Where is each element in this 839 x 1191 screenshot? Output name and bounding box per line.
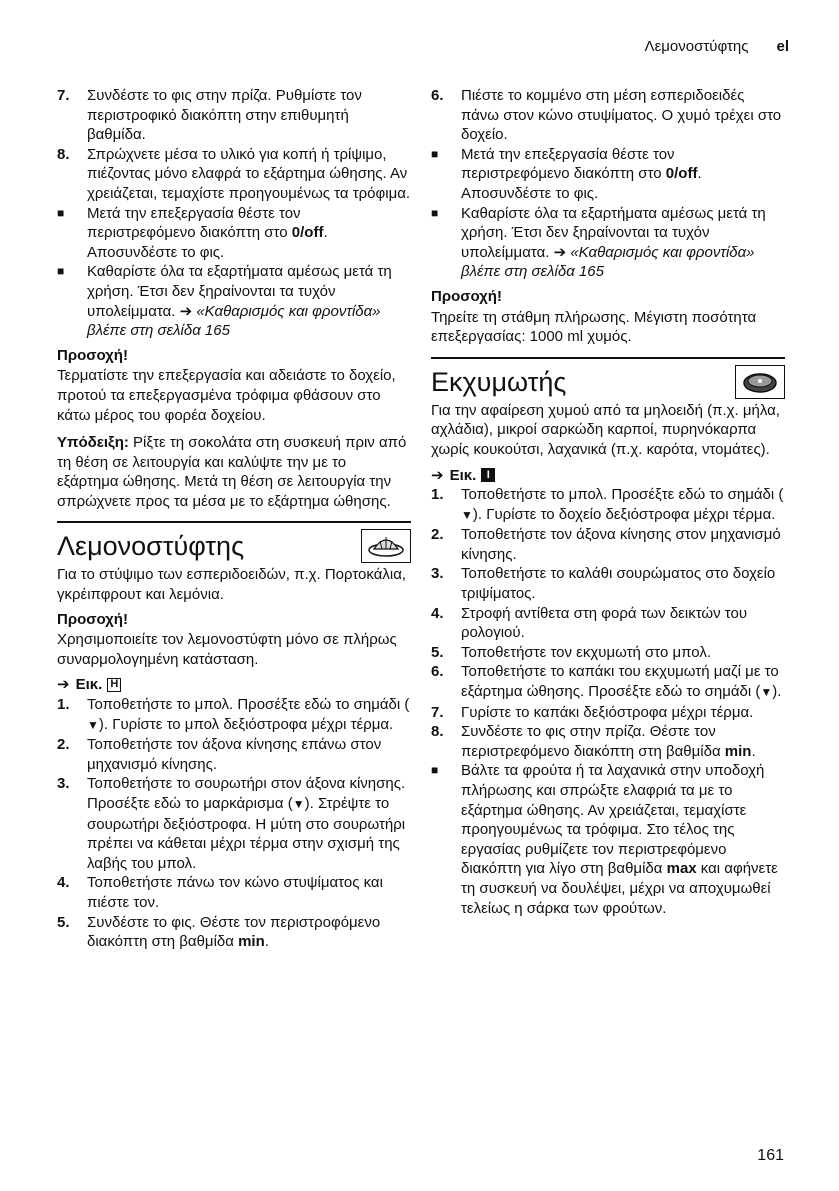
step-text: . [264,933,269,951]
step-number: 4. [431,604,444,622]
step-text: ). Γυρίστε το μπολ δεξιόστροφα μέχρι τέρμα. [98,715,394,733]
step-text: ). Στρέψτε το σουρωτήρι δεξιόστροφα. Η μύτη στο σουρωτήρι πρέπει να κάθεται μέχρι τέρμα στην σχισμή της λαβής του μπολ. [87,795,406,872]
bullet-text: και αφήνετε τη συσκευή να δουλέψει, μέχρι να αποχυμωθεί τελείως η σάρκα των φρούτων. [461,860,778,917]
bullet-text: Καθαρίστε όλα τα εξαρτήματα αμέσως μετά τη χρήση. Έτσι δεν ξηραίνονται τα τυχόν υπολείμματα. [87,263,392,320]
citrus-press-icon [361,529,411,563]
bullet-text: Μετά την επεξεργασία θέστε τον περιστρεφόμενο διακόπτη στο [461,145,675,183]
bullet-text: Καθαρίστε όλα τα εξαρτήματα αμέσως μετά τη χρήση. Έτσι δεν ξηραίνονται τα τυχόν υπολείμματα. [461,204,766,261]
step-item [431,662,785,702]
step-number: 1. [57,696,70,714]
speed-setting: min [724,742,752,760]
step-text: Γυρίστε το καπάκι δεξιόστροφα μέχρι τέρμα. [461,703,754,721]
attention-heading: Προσοχή! [57,346,128,364]
attention-heading: Προσοχή! [57,610,128,628]
step-item [431,525,785,564]
attention-heading: Προσοχή! [431,287,502,305]
section-juicer [431,357,785,918]
page-header [645,38,789,55]
bullet-item [57,262,411,340]
square-bullet-icon: ■ [57,205,65,220]
step-number: 6. [431,87,444,104]
step-number: 8. [431,723,444,741]
alignment-mark-icon: ▼ [760,685,773,700]
step-item [431,564,785,603]
step-item [431,643,785,663]
step-text: Στροφή αντίθετα στη φορά των δεικτών του ρολογιού. [461,604,748,642]
switch-position: 0/off [665,165,698,183]
step-text: Τοποθετήστε το καπάκι του εκχυμωτή μαζί με το εξάρτημα ώθησης. Προσέξτε εδώ το σημάδι ( [461,663,779,701]
right-column [431,86,785,918]
tip-paragraph [57,433,411,511]
step-text: ). [772,683,782,701]
tip-text: Ρίξτε τη σοκολάτα στη συσκευή πριν από τη θέση σε λειτουργία και καλύψτε την με το εξάρτημα ώθησης. Μετά τη θέση σε λειτουργία την σπρώχνετε προς τα μέσα με το εξάρτημα ώθησης. [57,434,407,510]
figure-id: I [481,468,495,482]
bullet-text: . Αποσυνδέστε το φις. [87,224,328,261]
step-item [57,873,411,912]
bullet-text: Μετά την επεξεργασία θέστε τον περιστρεφόμενο διακόπτη στο [87,204,301,242]
arrow-right-icon: ➔ [431,466,444,484]
switch-position: 0/off [291,224,324,242]
step-number: 4. [57,874,70,892]
figure-reference [57,675,411,695]
cross-reference: «Καθαρισμός και φροντίδα» βλέπε στη σελίδα 165 [461,243,755,281]
step-number: 8. [57,145,70,163]
attention-text: Χρησιμοποιείτε τον λεμονοστύφτη μόνο σε πλήρως συναρμολογημένη κατάσταση. [57,631,397,668]
step-text: Τοποθετήστε το μπολ. Προσέξτε εδώ το σημάδι ( [87,696,410,714]
arrow-right-icon: ➔ [553,243,571,261]
step-item [57,774,411,873]
step-text: ). Γυρίστε το δοχείο δεξιόστροφα μέχρι τέρμα. [472,505,776,523]
step-number: 7. [57,87,70,104]
figure-label: Εικ. [449,466,477,484]
step-item [431,703,785,723]
step-text: Συνδέστε το φις στην πρίζα. Ρυθμίστε τον περιστροφικό διακόπτη στην επιθυμητή βαθμίδα. [87,87,362,144]
square-bullet-icon: ■ [431,205,439,220]
section-lemon-squeezer [57,521,411,951]
tip-label: Υπόδειξη: [57,434,129,452]
attention-text: Τηρείτε τη στάθμη πλήρωσης. Μέγιστη ποσότητα επεξεργασίας: 1000 ml χυμός. [431,308,757,346]
step-number: 1. [431,486,444,504]
step-text: Συνδέστε το φις στην πρίζα. Θέστε τον περιστρεφόμενο διακόπτη στη βαθμίδα [461,723,725,760]
step-item [431,722,785,761]
attention-text: Τερματίστε την επεξεργασία και αδειάστε το δοχείο, προτού τα επεξεργασμένα τρόφιμα φθάσουν στο κάτω μέρος του φορέα δοχείου. [57,367,396,424]
alignment-mark-icon: ▼ [461,507,473,522]
step-text: Τοποθετήστε τον άξονα κίνησης επάνω στον μηχανισμό κίνησης. [87,736,382,773]
arrow-right-icon: ➔ [179,302,197,320]
step-text: Τοποθετήστε τον εκχυμωτή στο μπολ. [461,643,712,661]
juicer-icon [735,365,785,399]
step-number: 5. [431,643,444,661]
step-item [431,604,785,643]
step-text: Τοποθετήστε το καλάθι σουρώματος στο δοχείο τριψίματος. [461,565,776,603]
step-text: Σπρώχνετε μέσα το υλικό για κοπή ή τρίψιμο, πιέζοντας μόνο ελαφρά το εξάρτημα ώθησης. Αν χρειάζεται, τεμαχίστε προηγουμένως τα τρόφιμα. [87,145,411,202]
step-item [57,735,411,774]
bullet-item [431,145,785,204]
step-item [431,86,785,145]
step-number: 3. [431,565,444,583]
square-bullet-icon: ■ [57,264,65,279]
figure-id: H [107,678,121,692]
step-text: Πιέστε το κομμένο στη μέση εσπεριδοειδές πάνω στον κώνο στυψίματος. Ο χυμό τρέχει στο δοχείο. [461,87,782,144]
section-title: Λεμονοστύφτης [57,531,245,562]
bullet-item [431,761,785,918]
alignment-mark-icon: ▼ [87,717,99,732]
speed-setting: min [238,933,265,951]
step-number: 7. [431,703,444,721]
step-text: Συνδέστε το φις. Θέστε τον περιστροφόμενο διακόπτη στη βαθμίδα [87,913,381,951]
step-text: Τοποθετήστε το σουρωτήρι στον άξονα κίνησης. Προσέξτε εδώ το μαρκάρισμα ( [87,775,406,812]
square-bullet-icon: ■ [431,146,439,161]
cross-reference: «Καθαρισμός και φροντίδα» βλέπε στη σελίδα 165 [87,302,381,340]
step-text: Τοποθετήστε το μπολ. Προσέξτε εδώ το σημάδι ( [461,486,784,504]
step-text: Τοποθετήστε τον άξονα κίνησης στον μηχανισμό κίνησης. [461,526,781,563]
step-number: 5. [57,913,70,931]
figure-label: Εικ. [75,676,103,694]
figure-reference [431,466,785,486]
step-number: 6. [431,663,444,681]
bullet-item [57,204,411,263]
step-number: 2. [57,736,70,754]
bullet-text: . Αποσυνδέστε το φις. [461,165,702,202]
step-item [57,695,411,735]
step-item [57,145,411,204]
step-number: 3. [57,775,70,793]
section-intro: Για το στύψιμο των εσπεριδοειδών, π.χ. Πορτοκάλια, γκρέιπφρουτ και λεμόνια. [57,566,407,604]
left-column [57,86,411,952]
speed-setting: max [666,860,697,878]
header-title: Λεμονοστύφτης [644,38,749,55]
alignment-mark-icon: ▼ [292,797,305,811]
bullet-text: Βάλτε τα φρούτα ή τα λαχανικά στην υποδοχή πλήρωσης και σπρώξτε ελαφριά τα με το εξάρτημα ώθησης. Αν χρειάζεται, τεμαχίστε προηγουμένως τα τρόφιμα. Στο τέλος της εργασίας ρυθμίζετε τον περιστρεφόμενο διακόπτη για λίγο στη βαθμίδα [461,762,765,878]
section-title: Εκχυμωτής [431,366,567,397]
step-text: . [751,742,756,760]
step-number: 2. [431,526,444,544]
step-text: Τοποθετήστε πάνω τον κώνο στυψίματος και πιέστε τον. [87,874,383,911]
section-intro: Για την αφαίρεση χυμού από τα μηλοειδή (π.χ. μήλα, αχλάδια), μικροί σαρκώδη καρποί, πυρηνόκαρπα χωρίς κουκούτσι, λαχανικά (π.χ. καρότα, ντομάτες). [431,401,780,458]
square-bullet-icon: ■ [431,763,439,778]
step-item [57,913,411,952]
step-item [57,86,411,145]
language-code: el [776,38,789,55]
arrow-right-icon: ➔ [57,676,70,694]
page-number: 161 [757,1147,784,1164]
step-item [431,485,785,525]
bullet-item [431,204,785,282]
